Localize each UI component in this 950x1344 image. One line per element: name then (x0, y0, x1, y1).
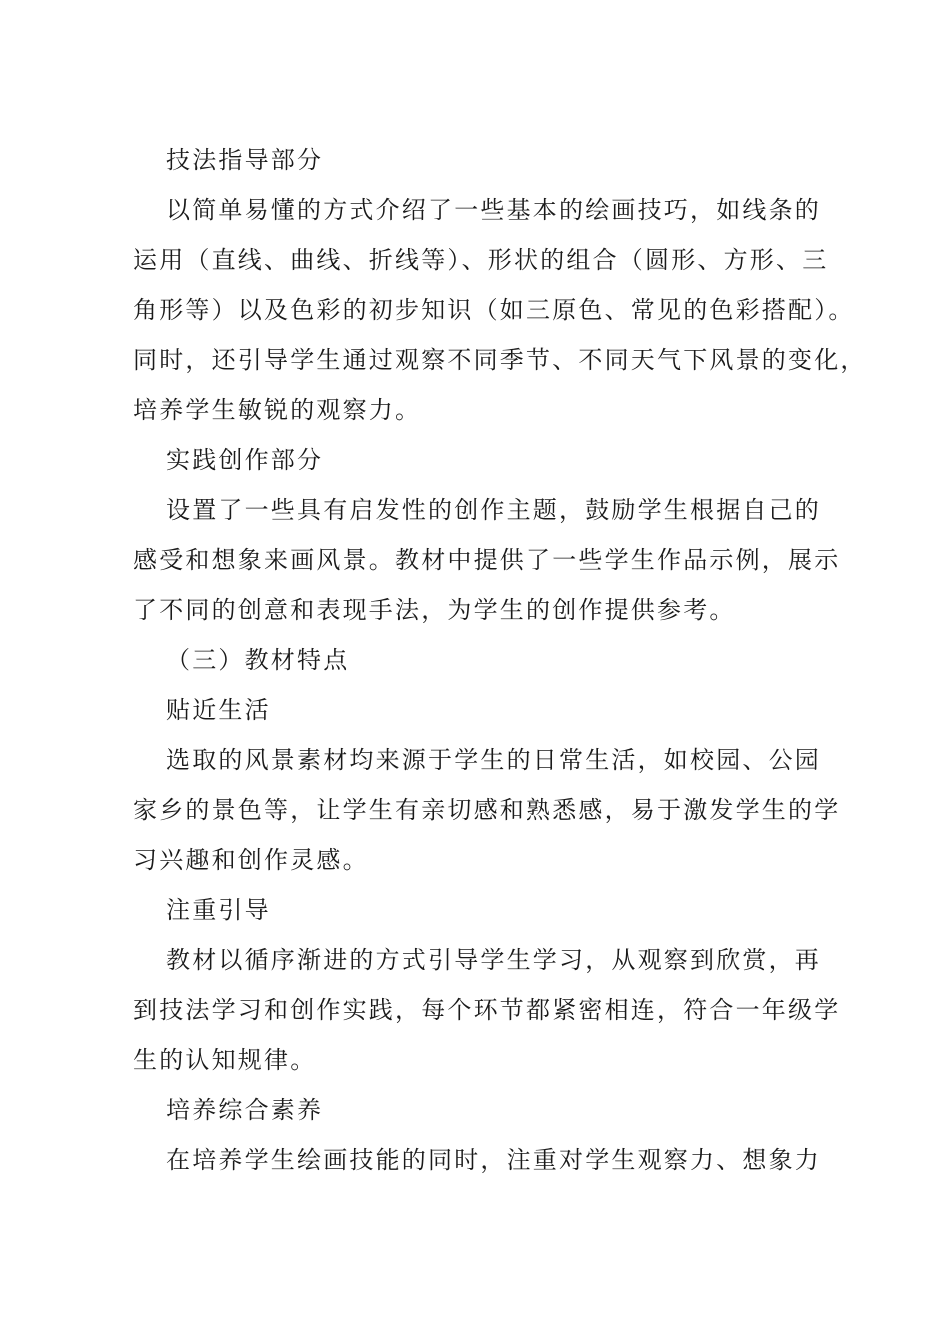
paragraph-line: 了不同的创意和表现手法，为学生的创作提供参考。 (133, 596, 736, 624)
subheading-close-to-life: 贴近生活 (166, 696, 271, 724)
paragraph-line: 感受和想象来画风景。教材中提供了一些学生作品示例，展示 (133, 546, 841, 574)
paragraph-line: 生的认知规律。 (133, 1046, 317, 1074)
section-heading-practice: 实践创作部分 (166, 446, 324, 474)
section-heading-features: （三）教材特点 (166, 646, 350, 674)
paragraph-line: 运用（直线、曲线、折线等）、形状的组合（圆形、方形、三 (133, 246, 829, 274)
section-heading-technique: 技法指导部分 (166, 146, 324, 174)
paragraph-line: 同时，还引导学生通过观察不同季节、不同天气下风景的变化， (133, 346, 867, 374)
paragraph-line: 在培养学生绘画技能的同时，注重对学生观察力、想象力 (166, 1146, 821, 1174)
paragraph-line: 设置了一些具有启发性的创作主题，鼓励学生根据自己的 (166, 496, 821, 524)
paragraph-line: 到技法学习和创作实践，每个环节都紧密相连，符合一年级学 (133, 996, 841, 1024)
paragraph-line: 家乡的景色等，让学生有亲切感和熟悉感，易于激发学生的学 (133, 796, 841, 824)
paragraph-line: 以简单易懂的方式介绍了一些基本的绘画技巧，如线条的 (166, 196, 821, 224)
document-body (133, 135, 867, 1185)
paragraph-line: 教材以循序渐进的方式引导学生学习，从观察到欣赏，再 (166, 946, 821, 974)
subheading-literacy: 培养综合素养 (166, 1096, 324, 1124)
subheading-guidance: 注重引导 (166, 896, 271, 924)
paragraph-line: 习兴趣和创作灵感。 (133, 846, 369, 874)
paragraph-line: 选取的风景素材均来源于学生的日常生活，如校园、公园 (166, 746, 821, 774)
paragraph-line: 角形等）以及色彩的初步知识（如三原色、常见的色彩搭配）。 (133, 296, 855, 324)
paragraph-line: 培养学生敏锐的观察力。 (133, 396, 422, 424)
